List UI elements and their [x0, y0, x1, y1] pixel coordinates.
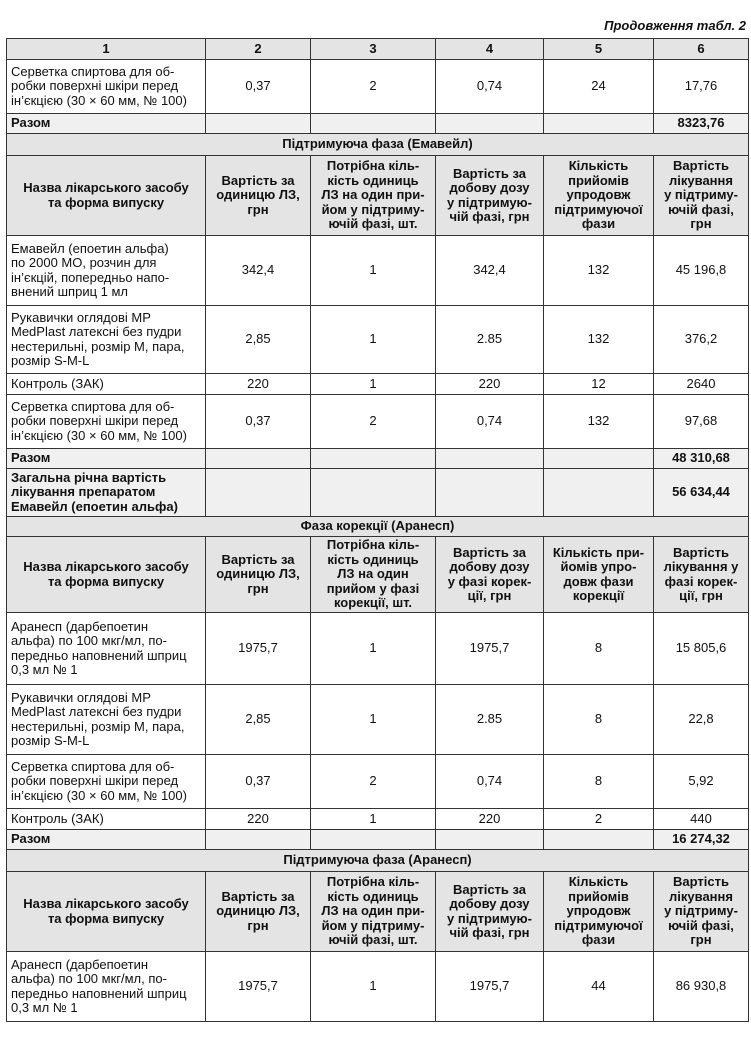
section-heading: Підтримуюча фаза (Аранесп) — [7, 850, 749, 872]
table-cell: 8 — [544, 755, 654, 809]
table-cell: 342,4 — [206, 236, 311, 306]
column-number: 3 — [311, 39, 436, 60]
table-cell: 2640 — [654, 374, 749, 395]
column-number: 1 — [7, 39, 206, 60]
column-header: Вартість за добову дозу у підтримую- чій фазі, грн — [436, 872, 544, 952]
table-cell: 376,2 — [654, 306, 749, 374]
table-cell — [436, 114, 544, 134]
table-cell: 2.85 — [436, 306, 544, 374]
table-cell: 0,74 — [436, 755, 544, 809]
column-header: Вартість за добову дозу у фазі корек- ції, грн — [436, 537, 544, 613]
table-row — [7, 952, 749, 1022]
row-label: Аранесп (дарбепоетин альфа) по 100 мкг/мл, по- передньо наповнений шприц 0,3 мл № 1 — [7, 613, 206, 685]
table-cell: 132 — [544, 306, 654, 374]
table-row — [7, 755, 749, 809]
table-cell: 2 — [311, 755, 436, 809]
table-cell: 342,4 — [436, 236, 544, 306]
column-header: Потрібна кіль- кість одиниць ЛЗ на один прийом у фазі корекції, шт. — [311, 537, 436, 613]
column-header: Кількість при- йомів упро- довж фази корекції — [544, 537, 654, 613]
table-cell: 1 — [311, 236, 436, 306]
table-cell: 1 — [311, 374, 436, 395]
table-cell: 220 — [436, 809, 544, 830]
row-label: Разом — [7, 114, 206, 134]
table-row — [7, 613, 749, 685]
column-header: Вартість за одиницю ЛЗ, грн — [206, 872, 311, 952]
column-header: Вартість за одиницю ЛЗ, грн — [206, 537, 311, 613]
table-cell — [311, 469, 436, 517]
row-label: Контроль (ЗАК) — [7, 809, 206, 830]
table-row — [7, 374, 749, 395]
table-cell — [544, 830, 654, 850]
table-cell: 2 — [544, 809, 654, 830]
row-label: Разом — [7, 830, 206, 850]
column-header: Назва лікарського засобу та форма випуску — [7, 537, 206, 613]
table-cell: 45 196,8 — [654, 236, 749, 306]
column-header: Кількість прийомів упродовж підтримуючої фази — [544, 156, 654, 236]
table-cell: 0,74 — [436, 395, 544, 449]
row-label: Серветка спиртова для об- робки поверхні шкіри перед ін’єкцією (30 × 60 мм, № 100) — [7, 60, 206, 114]
column-header: Вартість лікування у підтриму- ючій фазі, грн — [654, 156, 749, 236]
table-cell: 0,37 — [206, 395, 311, 449]
cost-table — [6, 38, 749, 1022]
section-heading: Фаза корекції (Аранесп) — [7, 517, 749, 537]
table-cell: 97,68 — [654, 395, 749, 449]
table-row — [7, 809, 749, 830]
table-cell — [544, 114, 654, 134]
total-row — [7, 449, 749, 469]
table-cell — [544, 449, 654, 469]
row-label: Аранесп (дарбепоетин альфа) по 100 мкг/мл, по- передньо наповнений шприц 0,3 мл № 1 — [7, 952, 206, 1022]
column-number: 2 — [206, 39, 311, 60]
table-cell: 1 — [311, 809, 436, 830]
table-cell: 1 — [311, 685, 436, 755]
table-cell — [206, 469, 311, 517]
column-header: Вартість за добову дозу у підтримую- чій фазі, грн — [436, 156, 544, 236]
row-label: Контроль (ЗАК) — [7, 374, 206, 395]
table-cell — [206, 449, 311, 469]
table-cell: 1975,7 — [206, 613, 311, 685]
row-label: Серветка спиртова для об- робки поверхні шкіри перед ін’єкцією (30 × 60 мм, № 100) — [7, 395, 206, 449]
section-heading-row — [7, 850, 749, 872]
section-heading-row — [7, 517, 749, 537]
row-label: Рукавички оглядові MP MedPlast латексні без пудри нестерильні, розмір М, пара, розмір S-M-L — [7, 306, 206, 374]
table-row — [7, 306, 749, 374]
table-cell: 8 — [544, 613, 654, 685]
table-cell: 8 — [544, 685, 654, 755]
table-cell: 2,85 — [206, 306, 311, 374]
table-cell: 8323,76 — [654, 114, 749, 134]
table-row — [7, 685, 749, 755]
row-label: Емавейл (епоетин альфа) по 2000 МО, розчин для ін’єкцій, попередньо напо- внений шприц 1 мл — [7, 236, 206, 306]
column-header: Кількість прийомів упродовж підтримуючої фази — [544, 872, 654, 952]
column-header: Назва лікарського засобу та форма випуску — [7, 156, 206, 236]
table-cell: 220 — [206, 374, 311, 395]
column-header-row — [7, 156, 749, 236]
table-cell: 48 310,68 — [654, 449, 749, 469]
table-cell: 1975,7 — [436, 952, 544, 1022]
table-cell — [206, 114, 311, 134]
table-cell: 220 — [206, 809, 311, 830]
table-cell: 132 — [544, 236, 654, 306]
table-cell: 220 — [436, 374, 544, 395]
table-cell — [206, 830, 311, 850]
column-header: Вартість лікування у підтриму- ючій фазі, грн — [654, 872, 749, 952]
table-cell — [436, 449, 544, 469]
table-cell: 44 — [544, 952, 654, 1022]
table-cell: 0,74 — [436, 60, 544, 114]
table-cell: 440 — [654, 809, 749, 830]
table-cell: 1975,7 — [206, 952, 311, 1022]
table-cell: 2 — [311, 395, 436, 449]
table-row — [7, 395, 749, 449]
table-cell — [544, 469, 654, 517]
column-header: Потрібна кіль- кість одиниць ЛЗ на один при- йом у підтриму- ючій фазі, шт. — [311, 872, 436, 952]
table-cell: 1 — [311, 952, 436, 1022]
column-number-row — [7, 39, 749, 60]
table-cell — [436, 830, 544, 850]
column-header: Назва лікарського засобу та форма випуску — [7, 872, 206, 952]
table-cell: 86 930,8 — [654, 952, 749, 1022]
table-cell — [311, 449, 436, 469]
table-cell: 16 274,32 — [654, 830, 749, 850]
total-row — [7, 469, 749, 517]
table-cell: 17,76 — [654, 60, 749, 114]
row-label: Разом — [7, 449, 206, 469]
table-cell: 2.85 — [436, 685, 544, 755]
total-row — [7, 830, 749, 850]
column-header: Вартість лікування у фазі корек- ції, грн — [654, 537, 749, 613]
table-cell: 1 — [311, 613, 436, 685]
table-cell: 2,85 — [206, 685, 311, 755]
table-row — [7, 60, 749, 114]
column-header: Вартість за одиницю ЛЗ, грн — [206, 156, 311, 236]
table-row — [7, 236, 749, 306]
table-cell: 132 — [544, 395, 654, 449]
table-cell: 1975,7 — [436, 613, 544, 685]
table-cell: 2 — [311, 60, 436, 114]
column-header: Потрібна кіль- кість одиниць ЛЗ на один при- йом у підтриму- ючій фазі, шт. — [311, 156, 436, 236]
table-cell: 56 634,44 — [654, 469, 749, 517]
table-body — [7, 39, 749, 1022]
table-caption: Продовження табл. 2 — [604, 18, 746, 33]
column-header-row — [7, 872, 749, 952]
section-heading: Підтримуюча фаза (Емавейл) — [7, 134, 749, 156]
table-cell: 15 805,6 — [654, 613, 749, 685]
table-cell — [311, 830, 436, 850]
table-cell — [311, 114, 436, 134]
column-number: 4 — [436, 39, 544, 60]
table-cell: 12 — [544, 374, 654, 395]
table-cell: 24 — [544, 60, 654, 114]
table-cell: 22,8 — [654, 685, 749, 755]
table-cell: 5,92 — [654, 755, 749, 809]
section-heading-row — [7, 134, 749, 156]
table-cell — [436, 469, 544, 517]
row-label: Рукавички оглядові MP MedPlast латексні без пудри нестерильні, розмір М, пара, розмір S-M-L — [7, 685, 206, 755]
table-cell: 0,37 — [206, 755, 311, 809]
column-number: 6 — [654, 39, 749, 60]
table-cell: 0,37 — [206, 60, 311, 114]
total-row — [7, 114, 749, 134]
row-label: Загальна річна вартість лікування препаратом Емавейл (епоетин альфа) — [7, 469, 206, 517]
table-cell: 1 — [311, 306, 436, 374]
row-label: Серветка спиртова для об- робки поверхні шкіри перед ін’єкцією (30 × 60 мм, № 100) — [7, 755, 206, 809]
column-number: 5 — [544, 39, 654, 60]
column-header-row — [7, 537, 749, 613]
